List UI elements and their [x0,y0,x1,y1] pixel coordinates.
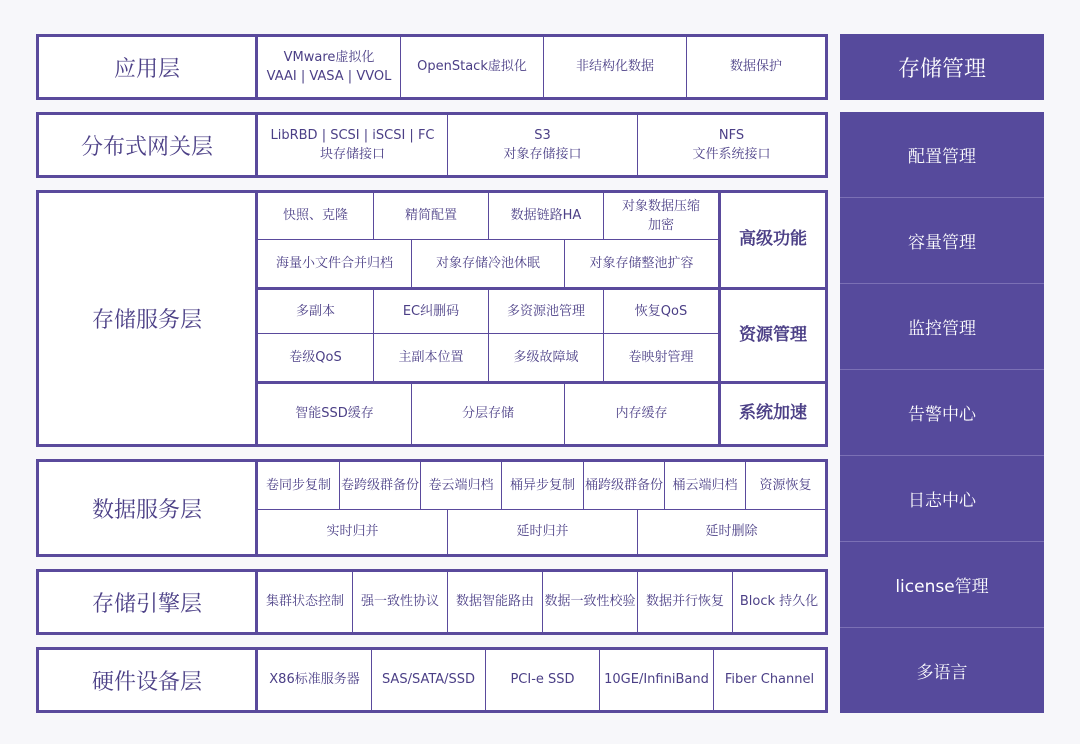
accel-cell: 智能SSD缓存 [258,381,412,444]
hardware-cell: X86标准服务器 [258,650,372,710]
resource-cell: EC纠删码 [374,287,489,334]
advanced-cell: 数据链路HA [489,193,604,240]
app-cell: OpenStack虚拟化 [401,37,544,97]
layer-hardware-name: 硬件设备层 [39,650,258,710]
resource-cell: 多副本 [258,287,374,334]
management-item: 多语言 [916,663,968,683]
data-cell: 桶异步复制 [502,462,584,510]
gateway-cell: LibRBD | SCSI | iSCSI | FC 块存储接口 [258,115,448,175]
layer-storage-service-name: 存储服务层 [39,193,258,444]
data-cell: 资源恢复 [746,462,825,510]
gateway-cell: S3 对象存储接口 [448,115,638,175]
hardware-cell: Fiber Channel [724,672,815,688]
management-item: 容量管理 [840,198,1044,284]
layer-gateway-name: 分布式网关层 [39,115,258,175]
advanced-cell: 快照、克隆 [258,193,374,240]
app-cell: 非结构化数据 [544,37,687,97]
management-panel [840,112,1044,713]
engine-cell: 集群状态控制 [258,572,353,632]
layer-application-name: 应用层 [39,37,258,97]
hardware-cell: 10GE/InfiniBand [600,650,714,710]
advanced-cell: 对象存储整池扩容 [589,255,694,271]
layer-data-service-name: 数据服务层 [39,462,258,554]
group-label-advanced: 高级功能 [718,193,825,287]
gateway-cell: NFS 文件系统接口 [692,127,771,162]
engine-cell: Block 持久化 [739,594,819,610]
engine-cell: 强一致性协议 [353,572,448,632]
layer-data-service [36,459,828,557]
management-item: 配置管理 [840,112,1044,198]
data-cell: 桶跨级群备份 [584,462,665,510]
data-cell: 桶云端归档 [665,462,746,510]
resource-cell: 主副本位置 [374,334,489,381]
accel-cell: 分层存储 [412,381,565,444]
resource-cell: 多资源池管理 [489,287,604,334]
advanced-cell: 对象数据压缩 加密 [604,193,718,240]
accel-cell: 内存缓存 [565,381,718,444]
advanced-cell: 对象存储冷池休眠 [412,240,565,287]
management-title: 存储管理 [897,56,986,82]
layer-storage-engine-name: 存储引擎层 [39,572,258,632]
advanced-cell: 精简配置 [374,193,489,240]
app-cell: VMware虚拟化 VAAI | VASA | VVOL [258,37,401,97]
group-label-resource: 资源管理 [718,287,825,381]
engine-cell: 数据一致性校验 [543,572,638,632]
advanced-cell: 海量小文件合并归档 [258,240,412,287]
hardware-cell: SAS/SATA/SSD [372,650,486,710]
layer-hardware [36,647,828,713]
management-item: 监控管理 [840,284,1044,370]
layer-storage-engine [36,569,828,635]
data-cell: 延时删除 [705,524,758,540]
management-item: 日志中心 [840,456,1044,542]
layer-gateway [36,112,828,178]
resource-cell: 卷映射管理 [628,349,694,365]
data-cell: 卷跨级群备份 [340,462,421,510]
app-cell: 数据保护 [729,59,782,75]
management-item: 告警中心 [840,370,1044,456]
management-item: license管理 [840,542,1044,628]
group-label-accel: 系统加速 [718,381,825,444]
management-title-box [840,34,1044,100]
data-cell: 实时归并 [258,510,448,554]
resource-cell: 卷级QoS [258,334,374,381]
layer-application [36,34,828,100]
resource-cell: 多级故障域 [489,334,604,381]
resource-cell: 恢复QoS [604,287,718,334]
engine-cell: 数据智能路由 [448,572,543,632]
engine-cell: 数据并行恢复 [638,572,733,632]
data-cell: 延时归并 [448,510,638,554]
data-cell: 卷同步复制 [258,462,340,510]
data-cell: 卷云端归档 [421,462,502,510]
hardware-cell: PCI-e SSD [486,650,600,710]
layer-storage-service [36,190,828,447]
